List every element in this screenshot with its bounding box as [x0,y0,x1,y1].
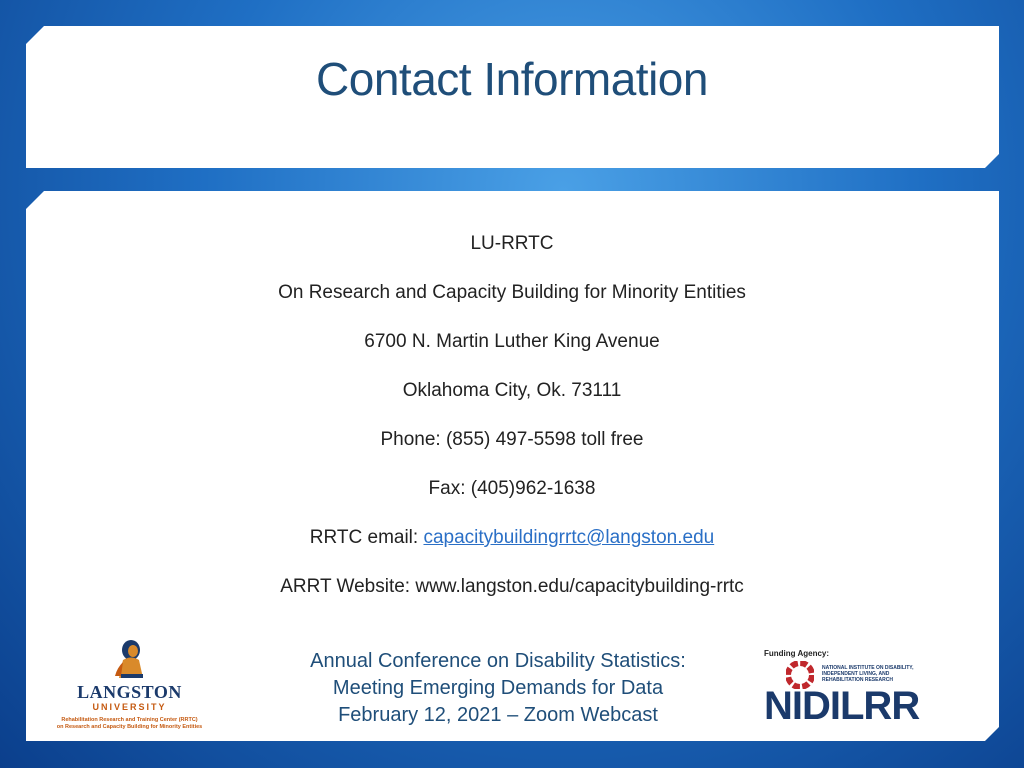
langston-name: LANGSTON [77,682,182,702]
langston-university: UNIVERSITY [92,702,167,712]
email-line [0,527,1024,549]
conference-line-1: Annual Conference on Disability Statistics: [310,650,686,672]
org-name: LU-RRTC [470,233,554,254]
email-link[interactable]: capacitybuildingrrtc@langston.edu [423,527,715,548]
nidilrr-line-2: INDEPENDENT LIVING, AND [822,671,890,677]
website-line: ARRT Website: www.langston.edu/capacitybuilding-rrtc [280,576,744,597]
org-subtitle: On Research and Capacity Building for Minority Entities [278,282,746,303]
conference-info [248,648,748,729]
nidilrr-wordmark: NIDILRR [764,684,920,728]
nidilrr-full-name [822,665,913,683]
conference-line-3: February 12, 2021 – Zoom Webcast [338,704,658,726]
nidilrr-line-1: NATIONAL INSTITUTE ON DISABILITY, [822,665,914,671]
langston-sub-1: Rehabilitation Research and Training Center (RRTC) [61,717,198,723]
phone-line: Phone: (855) 497-5598 toll free [380,429,644,450]
address-line: 6700 N. Martin Luther King Avenue [364,331,660,352]
lion-mascot-icon [107,638,152,680]
langston-sub-2: on Research and Capacity Building for Minority Entities [56,724,203,730]
fax-line: Fax: (405)962-1638 [428,478,596,499]
funding-label: Funding Agency: [764,649,830,658]
email-label: RRTC email: [309,527,424,548]
nidilrr-line-3: REHABILITATION RESEARCH [822,677,893,683]
conference-line-2: Meeting Emerging Demands for Data [332,677,664,699]
page-title: Contact Information [316,53,708,105]
langston-logo [52,638,207,734]
city-line: Oklahoma City, Ok. 73111 [402,380,622,401]
